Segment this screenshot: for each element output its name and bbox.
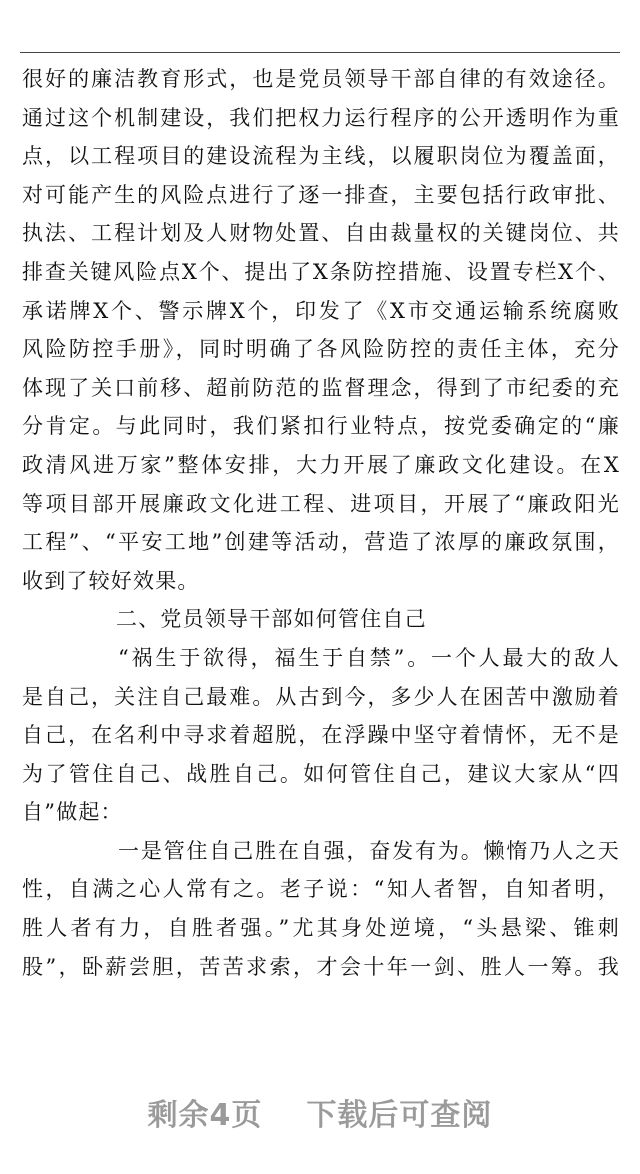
text-line: 承诺牌X个、警示牌X个，印发了《X市交通运输系统腐败 — [22, 298, 620, 323]
text-line: “祸生于欲得，福生于自禁”。一个人最大的敌人 — [118, 645, 620, 670]
text-line: 一是管住自己胜在自强，奋发有为。懒惰乃人之天 — [118, 838, 620, 863]
download-to-view-text: 下载后可查阅 — [306, 1098, 493, 1133]
page-top-rule — [20, 52, 620, 53]
text-line: 股”，卧薪尝胆，苦苦求索，才会十年一剑、胜人一筹。我 — [22, 954, 620, 979]
text-line: 体现了关口前移、超前防范的监督理念，得到了市纪委的充 — [22, 375, 620, 400]
text-line: 政清风进万家”整体安排，大力开展了廉政文化建设。在X — [22, 452, 620, 477]
text-line: 对可能产生的风险点进行了逐一排查，主要包括行政审批、 — [22, 182, 620, 207]
text-line: 自”做起： — [22, 800, 123, 825]
text-line: 等项目部开展廉政文化进工程、进项目，开展了“廉政阳光 — [22, 491, 620, 516]
text-line: 排查关键风险点X个、提出了X条防控措施、设置专栏X个、 — [22, 259, 620, 284]
text-line: 工程”、“平安工地”创建等活动，营造了浓厚的廉政氛围， — [22, 530, 620, 555]
text-line: 点，以工程项目的建设流程为主线，以履职岗位为覆盖面， — [22, 144, 620, 169]
document-body — [22, 60, 620, 986]
text-line: 分肯定。与此同时，我们紧扣行业特点，按党委确定的“廉 — [22, 414, 620, 439]
text-line: 很好的廉洁教育形式，也是党员领导干部自律的有效途径。 — [22, 67, 620, 91]
text-line: 风险防控手册》，同时明确了各风险防控的责任主体，充分 — [22, 337, 620, 362]
text-line: 胜人者有力，自胜者强。”尤其身处逆境，“头悬梁、锥刺 — [22, 916, 620, 941]
text-line: 为了管住自己、战胜自己。如何管住自己，建议大家从“四 — [22, 761, 620, 786]
remaining-pages-text: 剩余4页 — [147, 1098, 263, 1133]
text-line: 通过这个机制建设，我们把权力运行程序的公开透明作为重 — [22, 105, 620, 130]
download-prompt-banner[interactable] — [0, 1090, 640, 1134]
text-line: 收到了较好效果。 — [22, 568, 200, 593]
cropped-previous-line — [0, 0, 640, 8]
text-line: 性，自满之心人常有之。老子说：“知人者智，自知者明， — [22, 877, 620, 902]
text-line: 自己，在名利中寻求着超脱，在浮躁中坚守着情怀，无不是 — [22, 723, 620, 748]
text-line: 执法、工程计划及人财物处置、自由裁量权的关键岗位、共 — [22, 221, 620, 246]
section-heading: 二、党员领导干部如何管住自己 — [116, 607, 427, 632]
text-line: 是自己，关注自己最难。从古到今，多少人在困苦中激励着 — [22, 684, 620, 709]
